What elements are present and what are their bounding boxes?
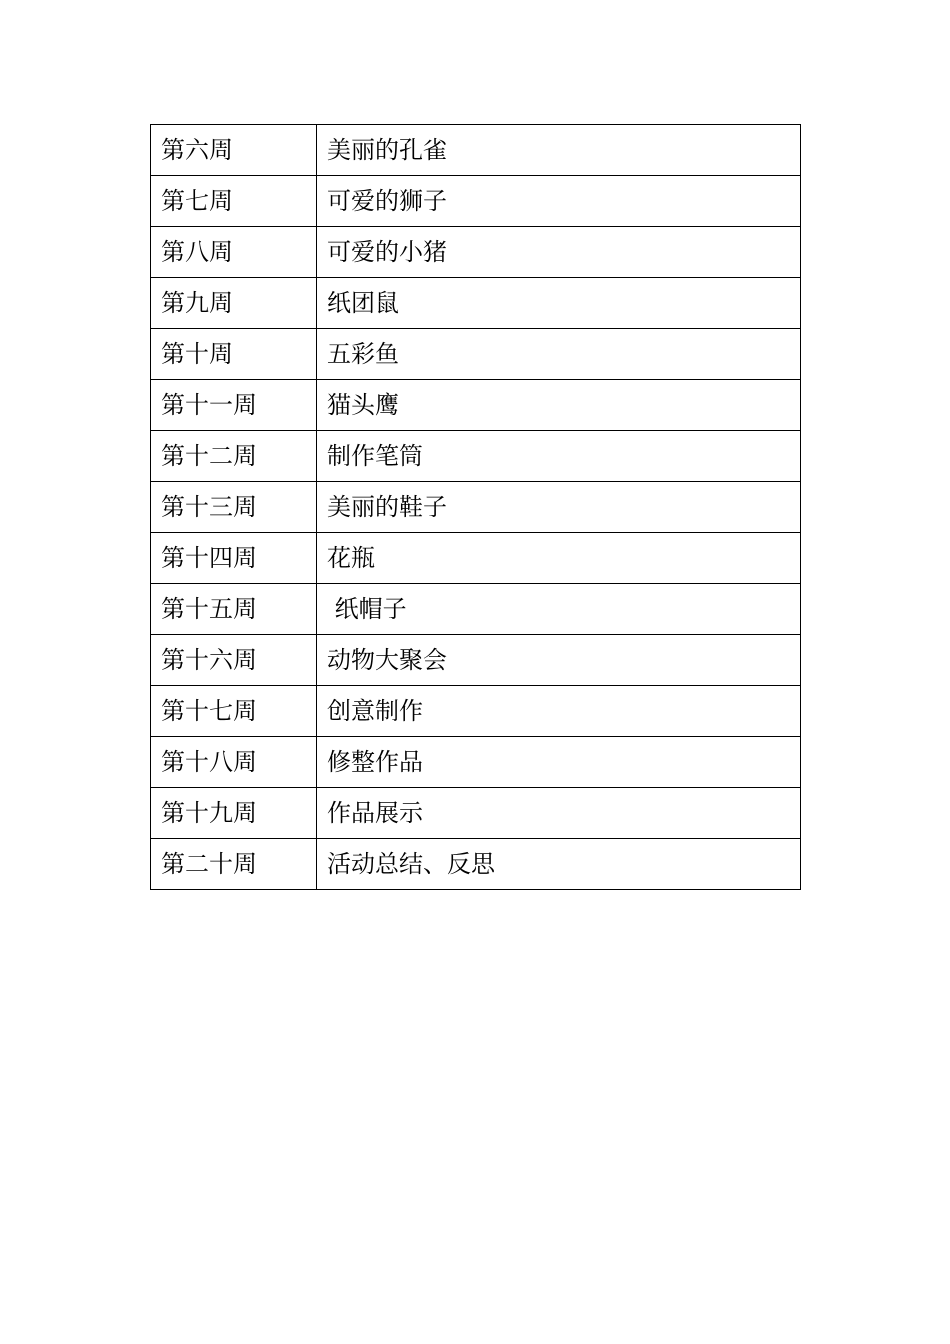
table-row — [151, 788, 801, 839]
topic-cell: 动物大聚会 — [317, 635, 801, 686]
table-row — [151, 278, 801, 329]
table-row — [151, 431, 801, 482]
table-row — [151, 584, 801, 635]
schedule-table — [150, 124, 801, 890]
topic-cell: 纸团鼠 — [317, 278, 801, 329]
week-cell: 第二十周 — [151, 839, 317, 890]
table-row — [151, 380, 801, 431]
table-row — [151, 635, 801, 686]
table-row — [151, 482, 801, 533]
week-cell: 第十周 — [151, 329, 317, 380]
topic-cell: 可爱的狮子 — [317, 176, 801, 227]
week-cell: 第十三周 — [151, 482, 317, 533]
table-row — [151, 176, 801, 227]
topic-cell: 猫头鹰 — [317, 380, 801, 431]
table-row — [151, 686, 801, 737]
topic-cell: 美丽的孔雀 — [317, 125, 801, 176]
topic-cell: 创意制作 — [317, 686, 801, 737]
week-cell: 第六周 — [151, 125, 317, 176]
topic-cell: 修整作品 — [317, 737, 801, 788]
schedule-table-body — [151, 125, 801, 890]
week-cell: 第十七周 — [151, 686, 317, 737]
table-row — [151, 125, 801, 176]
table-row — [151, 533, 801, 584]
table-row — [151, 737, 801, 788]
topic-cell: 花瓶 — [317, 533, 801, 584]
week-cell: 第十二周 — [151, 431, 317, 482]
topic-cell: 制作笔筒 — [317, 431, 801, 482]
week-cell: 第十八周 — [151, 737, 317, 788]
week-cell: 第九周 — [151, 278, 317, 329]
week-cell: 第七周 — [151, 176, 317, 227]
topic-cell: 活动总结、反思 — [317, 839, 801, 890]
table-row — [151, 839, 801, 890]
topic-cell: 五彩鱼 — [317, 329, 801, 380]
week-cell: 第八周 — [151, 227, 317, 278]
topic-cell: 可爱的小猪 — [317, 227, 801, 278]
table-row — [151, 227, 801, 278]
topic-cell: 美丽的鞋子 — [317, 482, 801, 533]
week-cell: 第十九周 — [151, 788, 317, 839]
topic-cell: 纸帽子 — [317, 584, 801, 635]
table-row — [151, 329, 801, 380]
week-cell: 第十四周 — [151, 533, 317, 584]
topic-cell: 作品展示 — [317, 788, 801, 839]
week-cell: 第十六周 — [151, 635, 317, 686]
week-cell: 第十一周 — [151, 380, 317, 431]
week-cell: 第十五周 — [151, 584, 317, 635]
